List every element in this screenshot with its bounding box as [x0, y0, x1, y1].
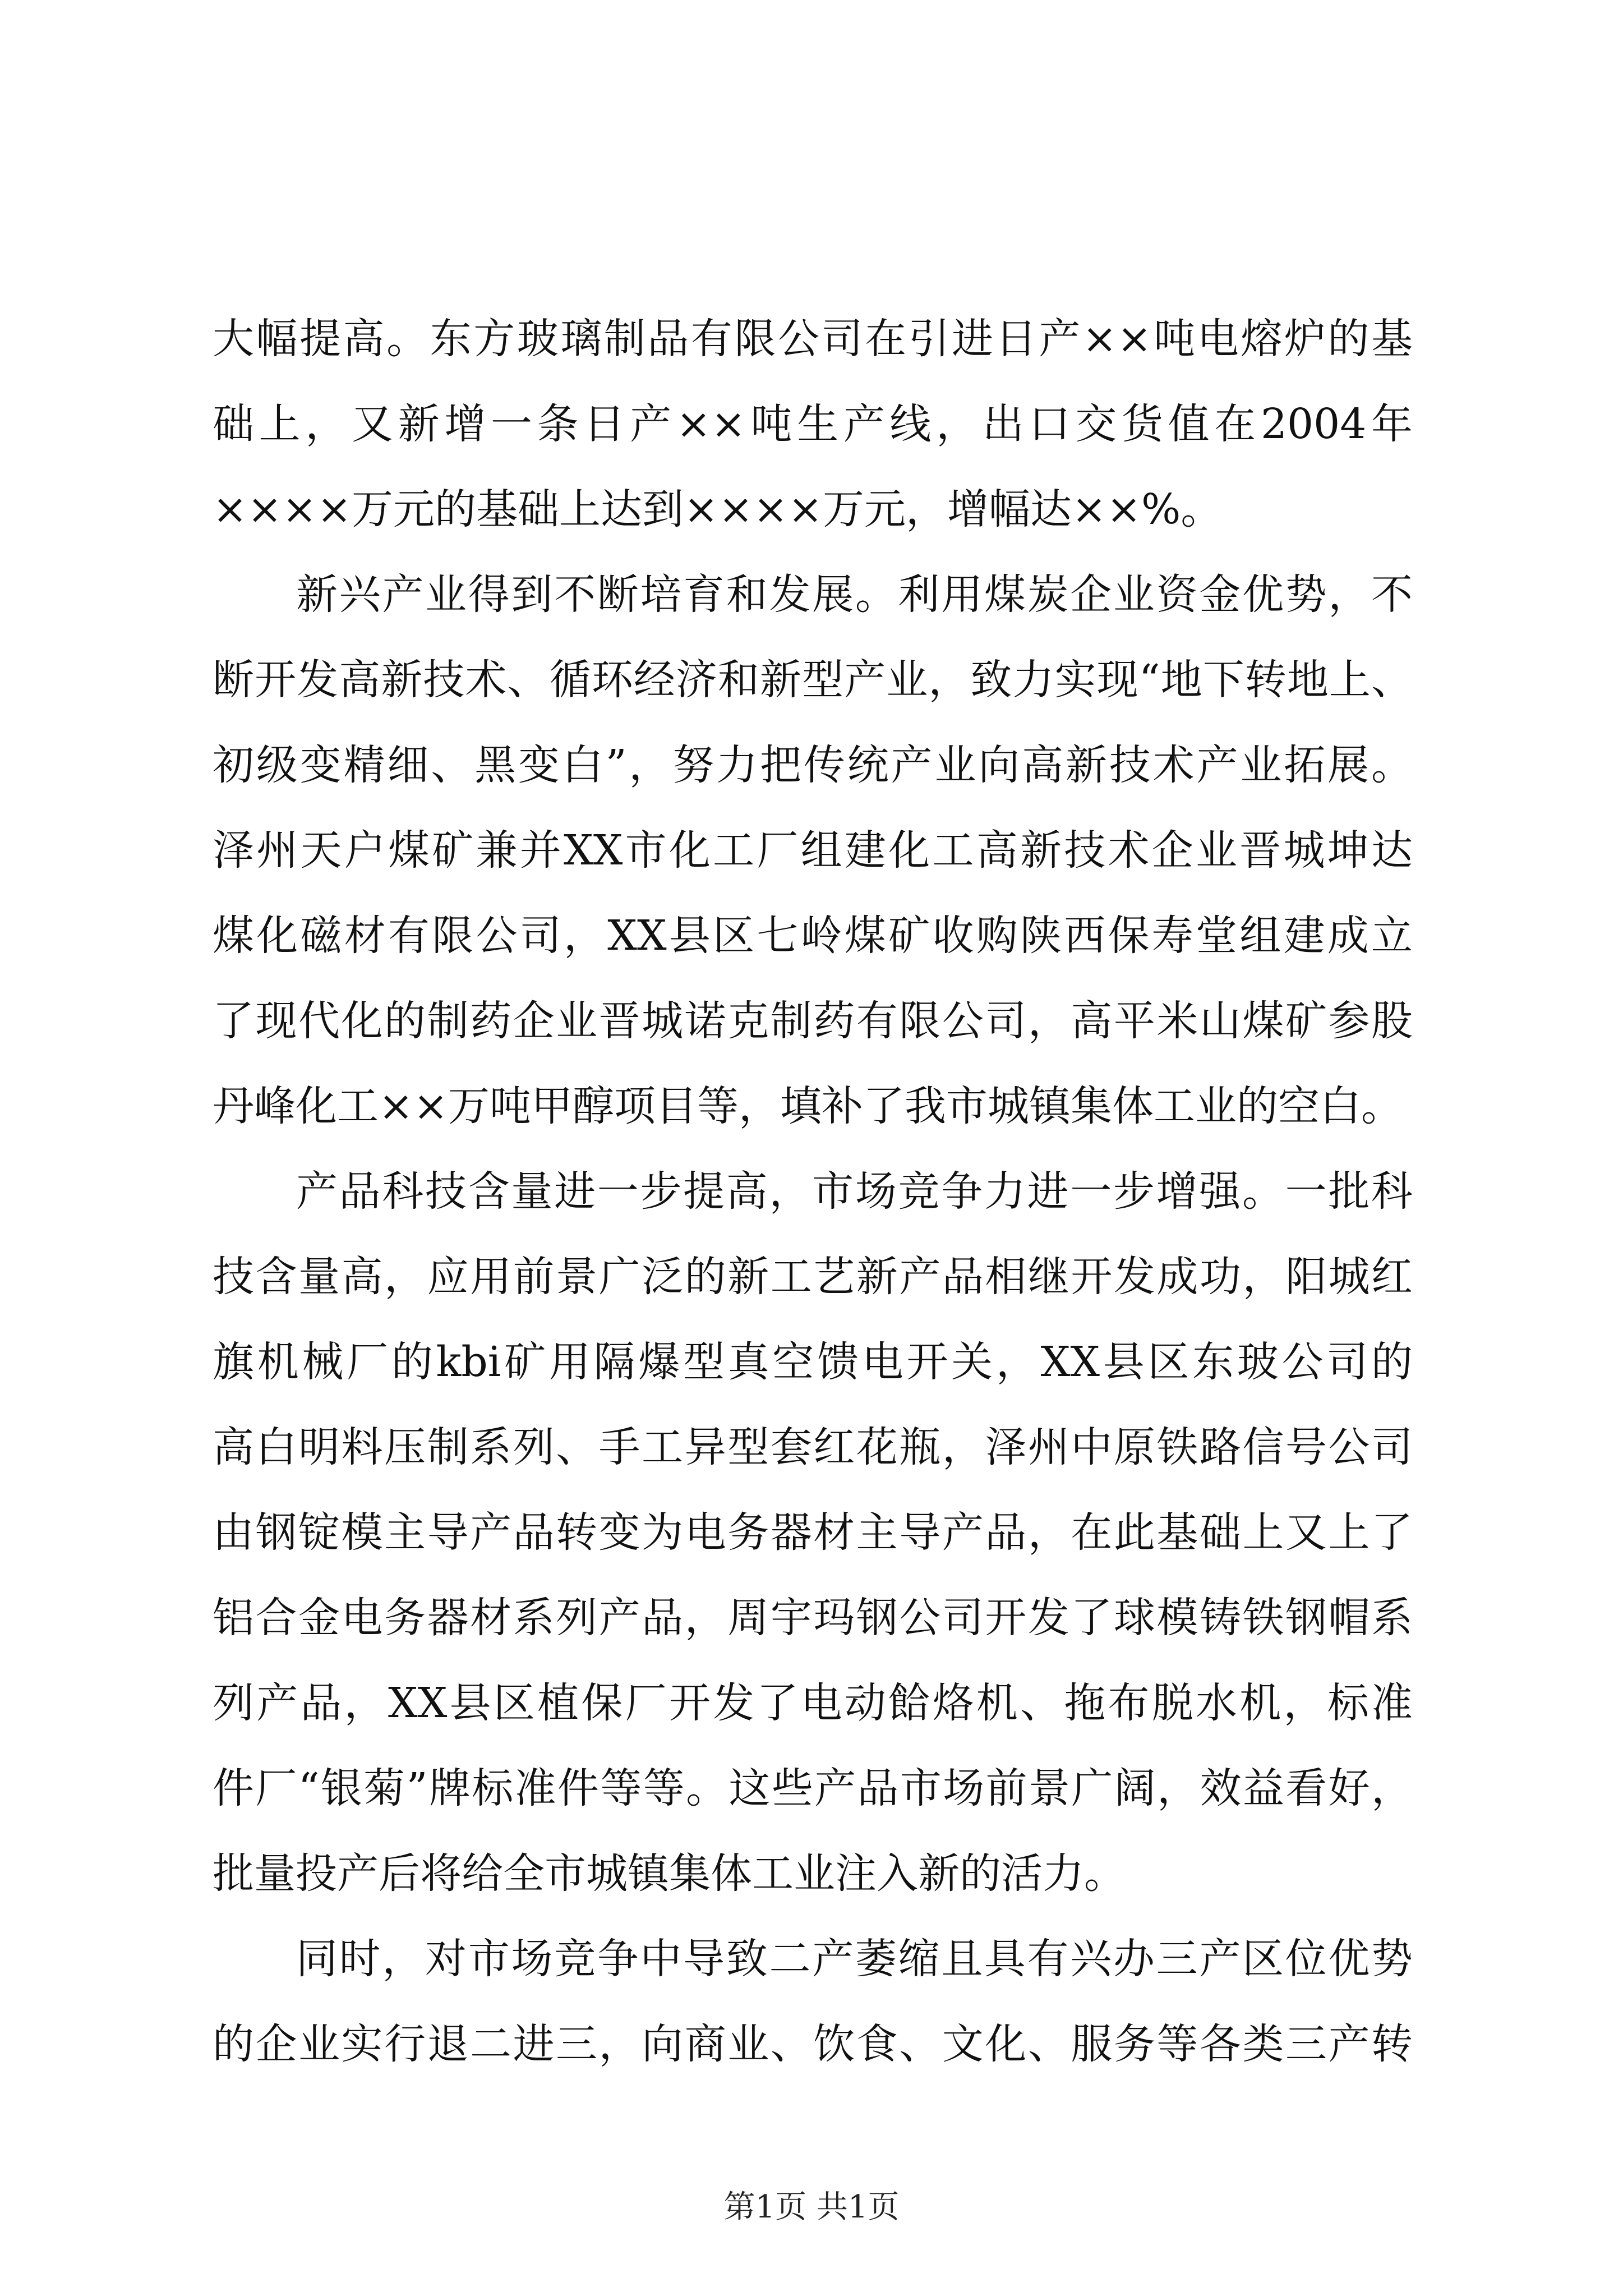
text-line-17: 列产品，XX县区植保厂开发了电动餄烙机、拖布脱水机，标准 [213, 1679, 1413, 1727]
text-line-5: 断开发高新技术、循环经济和新型产业，致力实现“地下转地上、 [213, 656, 1413, 704]
text-line-14: 高白明料压制系列、手工异型套红花瓶，泽州中原铁路信号公司 [213, 1423, 1413, 1471]
text-line-15: 由钢锭模主导产品转变为电务器材主导产品，在此基础上又上了 [213, 1508, 1413, 1557]
text-line-7: 泽州天户煤矿兼并XX市化工厂组建化工高新技术企业晋城坤达 [213, 826, 1413, 875]
text-line-2: 础上，又新增一条日产××吨生产线，出口交货值在2004年 [213, 400, 1413, 448]
text-line-6: 初级变精细、黑变白”，努力把传统产业向高新技术产业拓展。 [213, 741, 1413, 789]
text-line-13: 旗机械厂的kbi矿用隔爆型真空馈电开关，XX县区东玻公司的 [213, 1338, 1413, 1386]
text-line-4: 新兴产业得到不断培育和发展。利用煤炭企业资金优势，不 [296, 570, 1413, 619]
text-line-3: ××××万元的基础上达到××××万元，增幅达××%。 [213, 485, 1223, 533]
page-number-footer: 第1页 共1页 [723, 2189, 900, 2225]
text-line-19: 批量投产后将给全市城镇集体工业注入新的活力。 [213, 1849, 1126, 1898]
text-line-8: 煤化磁材有限公司，XX县区七岭煤矿收购陕西保寿堂组建成立 [213, 912, 1413, 960]
text-line-18: 件厂“银菊”牌标准件等等。这些产品市场前景广阔，效益看好， [213, 1764, 1413, 1812]
text-line-12: 技含量高，应用前景广泛的新工艺新产品相继开发成功，阳城红 [213, 1253, 1413, 1301]
text-line-9: 了现代化的制药企业晋城诺克制药有限公司，高平米山煤矿参股 [213, 997, 1413, 1045]
text-line-21: 的企业实行退二进三，向商业、饮食、文化、服务等各类三产转 [213, 2020, 1413, 2068]
text-line-16: 铝合金电务器材系列产品，周宇玛钢公司开发了球模铸铁钢帽系 [213, 1594, 1413, 1642]
text-line-1: 大幅提高。东方玻璃制品有限公司在引进日产××吨电熔炉的基 [213, 315, 1413, 363]
text-line-20: 同时，对市场竞争中导致二产萎缩且具有兴办三产区位优势 [296, 1935, 1413, 1983]
text-line-11: 产品科技含量进一步提高，市场竞争力进一步增强。一批科 [296, 1167, 1413, 1216]
text-line-10: 丹峰化工××万吨甲醇项目等，填补了我市城镇集体工业的空白。 [213, 1082, 1403, 1130]
